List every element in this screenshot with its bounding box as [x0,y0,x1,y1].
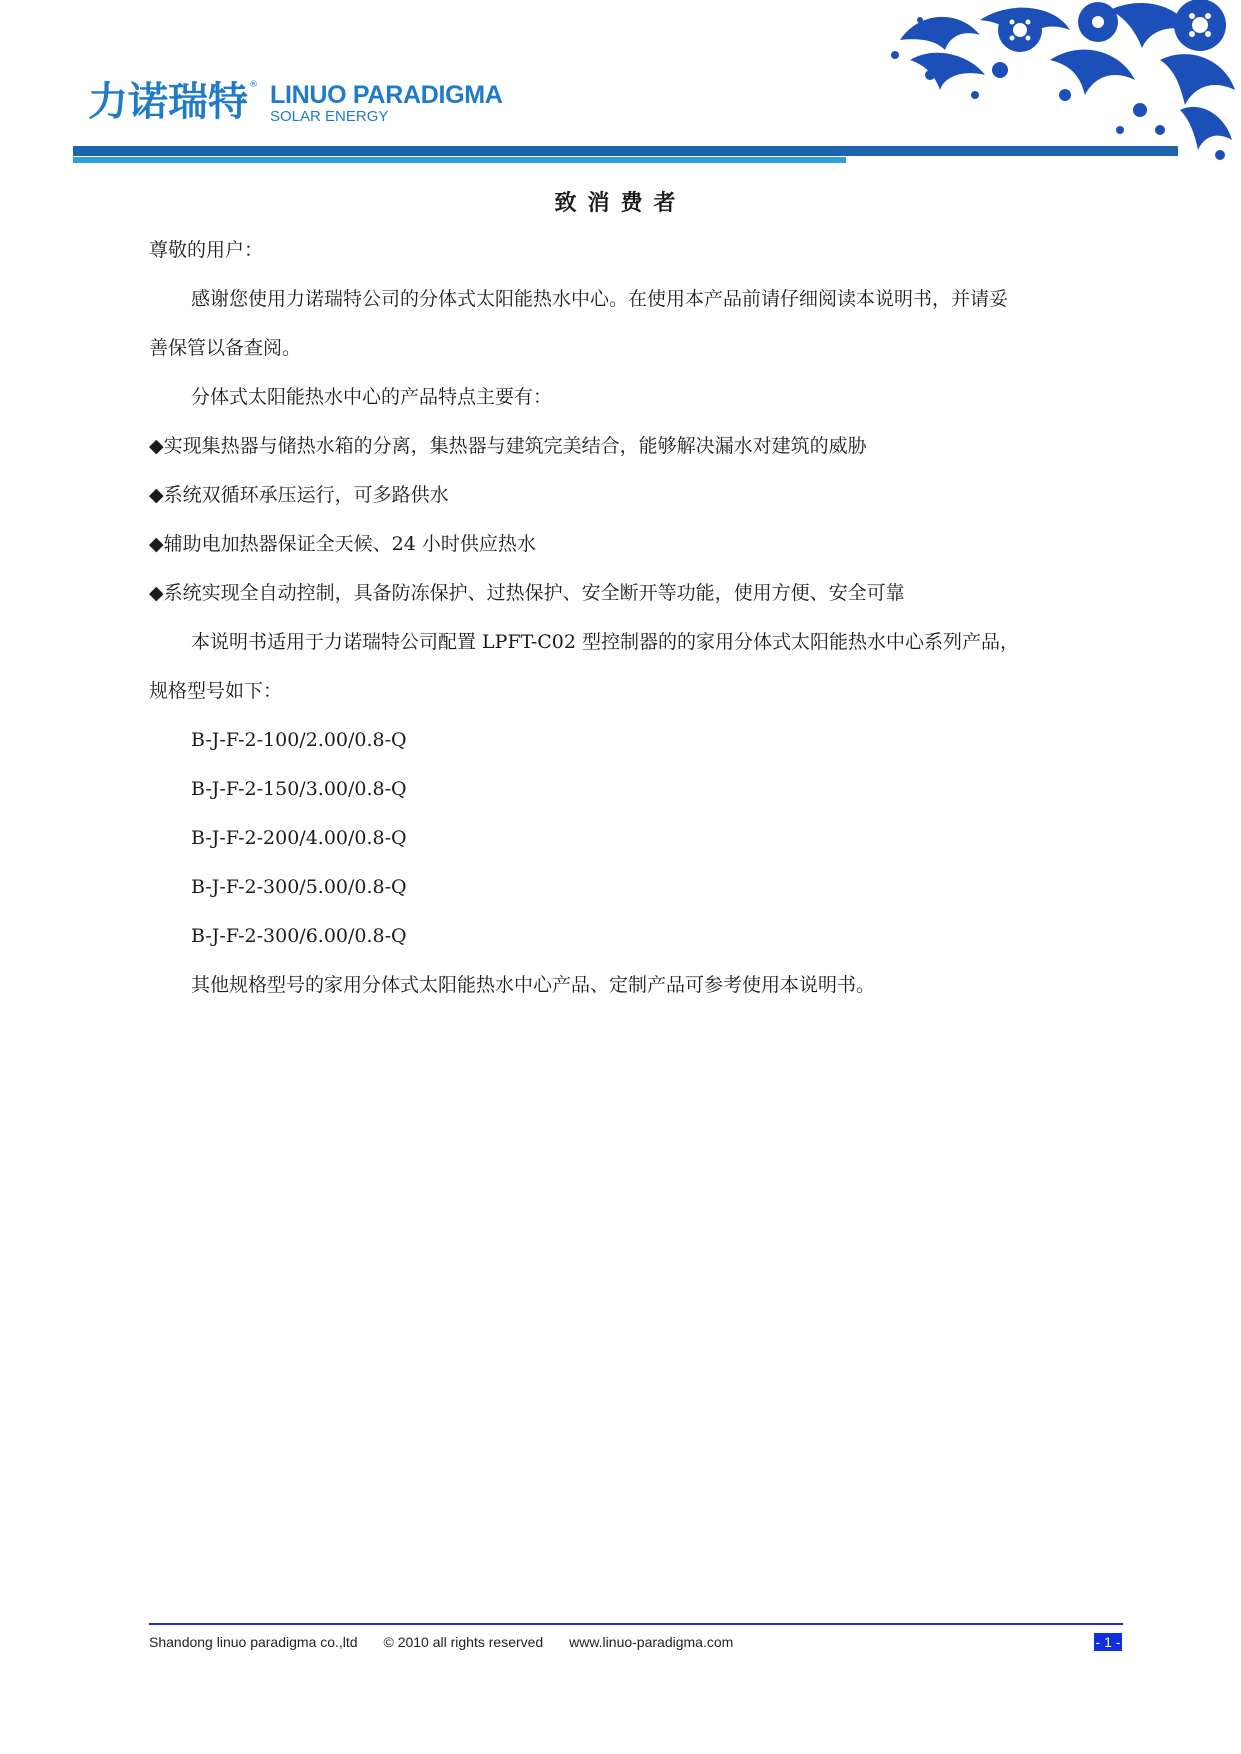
closing-paragraph: 其他规格型号的家用分体式太阳能热水中心产品、定制产品可参考使用本说明书。 [191,974,876,996]
feature-item: ◆实现集热器与储热水箱的分离，集热器与建筑完美结合，能够解决漏水对建筑的威胁 [149,435,867,457]
footer-company: Shandong linuo paradigma co.,ltd [149,1634,358,1650]
letter-body [149,226,1129,1010]
feature-item: ◆系统双循环承压运行，可多路供水 [149,484,449,506]
model-item: B-J-F-2-300/5.00/0.8-Q [191,876,407,898]
paragraph-line: 规格型号如下： [149,680,283,702]
page-title: 致消费者 [554,191,687,216]
logo-tagline: SOLAR ENERGY [270,108,389,125]
logo-english [270,82,503,126]
model-item: B-J-F-2-300/6.00/0.8-Q [191,925,407,947]
header-subbar [73,157,846,163]
features-intro: 分体式太阳能热水中心的产品特点主要有： [191,386,553,408]
feature-item: ◆辅助电加热器保证全天候、24 小时供应热水 [149,533,536,555]
paragraph-line: 本说明书适用于力诺瑞特公司配置 LPFT-C02 型控制器的的家用分体式太阳能热水中心系列产品， [191,631,1020,653]
footer-divider [149,1623,1123,1625]
footer-website[interactable]: www.linuo-paradigma.com [569,1634,734,1650]
header-bar [73,146,1178,156]
logo-chinese-name: 力诺瑞特 [88,79,248,125]
floral-ornament-icon [880,0,1241,160]
feature-item: ◆系统实现全自动控制，具备防冻保护、过热保护、安全断开等功能，使用方便、安全可靠 [149,582,905,604]
model-item: B-J-F-2-100/2.00/0.8-Q [191,729,407,751]
paragraph-line: 善保管以备查阅。 [149,337,302,359]
page-number: - 1 - [1095,1634,1121,1650]
footer-copyright: © 2010 all rights reserved [383,1634,544,1650]
greeting: 尊敬的用户： [149,239,264,261]
footer [149,1634,755,1650]
paragraph-line: 感谢您使用力诺瑞特公司的分体式太阳能热水中心。在使用本产品前请仔细阅读本说明书，并请妥 [191,288,1009,310]
model-item: B-J-F-2-150/3.00/0.8-Q [191,778,407,800]
logo-english-name: LINUO PARADIGMA [270,81,503,109]
registered-mark: ® [249,80,258,90]
model-item: B-J-F-2-200/4.00/0.8-Q [191,827,407,849]
company-logo [88,78,503,126]
